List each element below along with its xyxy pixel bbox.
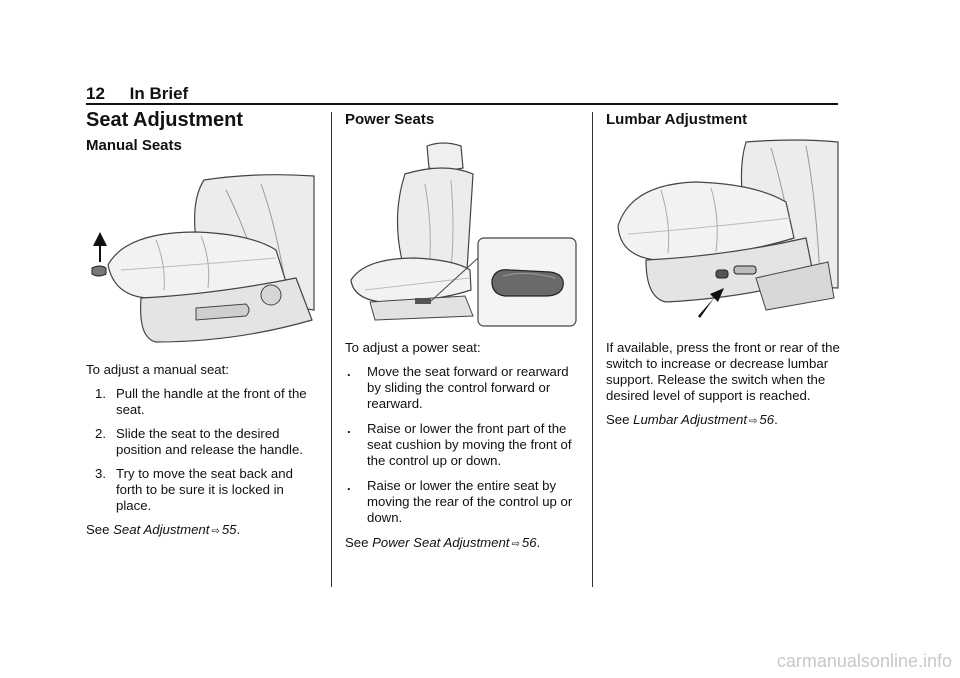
step-number: 3. — [95, 466, 106, 481]
step-text: Try to move the seat back and forth to be sure it is locked in place. — [116, 466, 293, 513]
section-title: In Brief — [129, 84, 189, 103]
power-seat-illustration — [345, 140, 580, 330]
arrow-icon: ⇨ — [749, 416, 758, 427]
step-text: Pull the handle at the front of the seat. — [116, 386, 307, 417]
see-reference — [86, 522, 316, 540]
intro-text: To adjust a power seat: — [345, 340, 481, 355]
see-prefix: See — [606, 412, 630, 427]
bullet: . — [347, 421, 351, 436]
bullet-text: Raise or lower the entire seat by moving the rear of the control up or down. — [367, 478, 573, 525]
bullet: . — [347, 478, 351, 493]
page-number: 12 — [86, 84, 105, 103]
arrow-icon: ⇨ — [211, 526, 220, 537]
lumbar-seat-illustration — [606, 138, 840, 328]
subsection-heading: Manual Seats — [86, 137, 182, 154]
reference-link[interactable]: Power Seat Adjustment — [372, 535, 510, 550]
reference-link[interactable]: Seat Adjustment — [113, 522, 210, 537]
body-text: If available, press the front or rear of the switch to increase or decrease lumbar support. Release the switch when the desired level of support is reached. — [606, 340, 840, 403]
watermark: carmanualsonline.info — [776, 651, 952, 671]
column-manual-seats — [86, 108, 316, 548]
steps-list — [86, 386, 316, 514]
see-prefix: See — [86, 522, 110, 537]
list-item — [345, 364, 580, 412]
section-heading: Lumbar Adjustment — [606, 111, 748, 128]
section-heading: Power Seats — [345, 111, 435, 128]
reference-suffix: . — [236, 522, 241, 537]
intro-text: To adjust a manual seat: — [86, 362, 229, 377]
list-item — [345, 421, 580, 469]
see-reference — [345, 535, 580, 553]
see-prefix: See — [345, 535, 369, 550]
column-divider-2 — [592, 112, 593, 587]
manual-seat-illustration — [86, 170, 316, 350]
section-heading: Seat Adjustment — [86, 109, 244, 131]
bullet-text: Raise or lower the front part of the seat cushion by moving the front of the control up or down. — [367, 421, 572, 468]
column-divider-1 — [331, 112, 332, 587]
page-header — [86, 84, 188, 104]
list-item — [345, 478, 580, 526]
step-number: 1. — [95, 386, 106, 401]
reference-link[interactable]: Lumbar Adjustment — [633, 412, 747, 427]
reference-suffix: . — [536, 535, 541, 550]
reference-suffix: . — [774, 412, 778, 427]
reference-page[interactable]: 56 — [521, 535, 537, 550]
reference-page[interactable]: 55 — [221, 522, 237, 537]
list-item — [86, 466, 316, 514]
list-item — [86, 386, 316, 418]
bullet-text: Move the seat forward or rearward by sliding the control forward or rearward. — [367, 364, 569, 411]
list-item — [86, 426, 316, 458]
arrow-icon: ⇨ — [511, 539, 520, 550]
step-number: 2. — [95, 426, 106, 441]
header-rule — [86, 103, 838, 105]
column-lumbar — [606, 108, 840, 438]
column-power-seats — [345, 108, 580, 561]
bullet-list — [345, 364, 580, 526]
bullet: . — [347, 364, 351, 379]
reference-page[interactable]: 56 — [759, 412, 775, 427]
see-reference — [606, 412, 840, 430]
step-text: Slide the seat to the desired position and release the handle. — [116, 426, 303, 457]
